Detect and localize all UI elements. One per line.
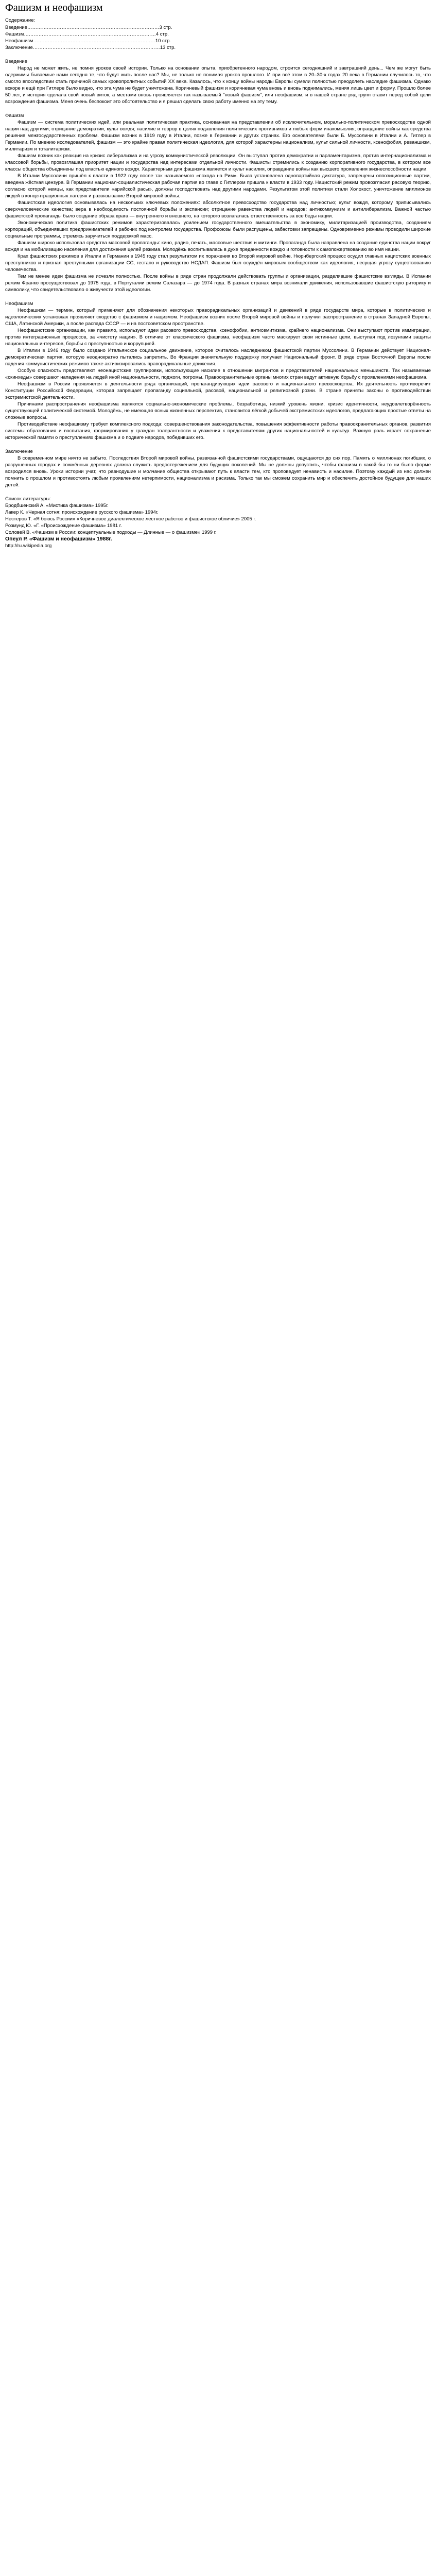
bibliography-item: Соловей В. «Фашизм в России: концептуальные подходы — Длинные — о фашизме» 1999 г. [5, 530, 217, 535]
fascism-paragraph: В Италии Муссолини пришёл к власти в 1922 году после так называемого «похода на Рим». Была установлена однопартийная диктатура, запрещены оппозиционные партии, введена жёсткая цензура. В Германии национал-социалистическая рабочая партия во главе с Гитлером пришла к власти в 1933 году. Нацистский режим провозгласил расовую теорию, согласно которой немцы, как представители «арийской расы», должны господствовать над другими народами. Результатом этой политики стали Холокост, уничтожение миллионов людей в концентрационных лагерях и развязывание Второй мировой войны. [5, 173, 431, 199]
toc-row [5, 44, 431, 51]
toc-page: 3 стр. [159, 25, 172, 30]
toc-dots: ………………………………………………………………… [33, 38, 155, 44]
toc-dots: ……………………………………………………………………… [27, 25, 160, 30]
source-url: http://ru.wikipedia.org [5, 543, 52, 549]
toc-row [5, 38, 431, 44]
conclusion-heading: Заключение [5, 449, 33, 454]
conclusion-paragraph: В современном мире ничто не забыто. Последствия Второй мировой войны, развязанной фашистскими государствами, ощущаются до сих пор. Память о миллионах погибших, о разрушенных городах и сожжённых деревнях должна служить предостережением для будущих поколений. Мы не должны допустить, чтобы фашизм в какой бы то ни было форме возродился вновь. Уроки истории учат, что равнодушие и молчание общества открывают путь к власти тем, кто проповедует ненависть и насилие. Поэтому каждый из нас должен помнить о прошлом и противостоять любым проявлениям нетерпимости, национализма и расизма. Только так мы сможем сохранить мир и обеспечить достойное будущее для наших детей. [5, 455, 431, 488]
fascism-paragraph: Экономическая политика фашистских режимов характеризовалась усилением государственного вмешательства в экономику, милитаризацией производства, созданием корпораций, объединявших предпринимателей и рабочих под контролем государства. Профсоюзы были распущены, забастовки запрещены. Одновременно режимы проводили широкие социальные программы, стремясь заручиться поддержкой масс. [5, 220, 431, 239]
bibliography-item: Опеул Р. «Фашизм и неофашизм» 1988г. [5, 536, 112, 542]
fascism-paragraph: Фашизм возник как реакция на кризис либерализма и на угрозу коммунистической революции. Он выступал против демократии и парламентаризма, против интернационализма и классовой борьбы, провозглашая приоритет нации и государства над интересами отдельной личности. Фашисты стремились к созданию корпоративного государства, в котором все классы общества объединены под властью единого вождя. Характерным для фашизма является и культ насилия, оправдание войны как высшего проявления жизнеспособности нации. [5, 153, 431, 172]
fascism-paragraph: Крах фашистских режимов в Италии и Германии в 1945 году стал результатом их поражения во Второй мировой войне. Нюрнбергский процесс осудил главных нацистских военных преступников и признал преступными организации СС, гестапо и руководство НСДАП. Фашизм был осуждён мировым сообществом как идеология, несущая угрозу существованию человечества. [5, 253, 431, 273]
toc-page: 13 стр. [160, 45, 176, 50]
toc-page: 4 стр. [155, 31, 169, 37]
neofascism-paragraph: В Италии в 1946 году было создано Итальянское социальное движение, которое считалось наследником фашистской партии Муссолини. В Германии действует Национал-демократическая партия, которую неоднократно пытались запретить. Во Франции значительную поддержку получает Национальный фронт. В ряде стран Восточной Европы после падения коммунистических режимов также активизировались праворадикальные движения. [5, 348, 431, 367]
fascism-paragraph: Фашизм — система политических идей, или реальная политическая практика, основанная на представлении об исключительном, морально-политическом превосходстве одной нации над другими; отрицание демократии, культ вождя; насилие и террор в целях подавления политических противников и любых форм инакомыслия; оправдание войны как средства решения межгосударственных проблем. Фашизм возник в 1919 году в Италии, позже в Германии и других странах. Его основателями были Б. Муссолини в Италии и А. Гитлер в Германии. По мнению исследователей, фашизм — это крайне правая политическая идеология, для которой характерны национализм, культ сильной личности, ксенофобия, реваншизм, милитаризм и тоталитаризм. [5, 120, 431, 152]
document-title: Фашизм и неофашизм [5, 2, 103, 13]
bibliography-item: Розмунд Ю. «Г. «Происхождение фашизма» 1981 г. [5, 523, 122, 529]
toc-row [5, 31, 431, 38]
fascism-heading: Фашизм [5, 113, 24, 118]
fascism-paragraph: Фашистская идеология основывалась на нескольких ключевых положениях: абсолютное превосходство государства над личностью; культ вождя, которому приписывались сверхчеловеческие качества; вера в необходимость постоянной борьбы и экспансии; отрицание равенства людей и народов; антикоммунизм и антилиберализм. Важной частью фашистской пропаганды было создание образа врага — внутреннего и внешнего, на которого возлагалась ответственность за все беды нации. [5, 200, 431, 219]
neofascism-paragraph: Неофашистские организации, как правило, используют идеи расового превосходства, ксенофобии, антисемитизма, крайнего национализма. Они выступают против иммиграции, против интеграционных процессов, за «чистоту нации». В отличие от классического фашизма, неофашизм часто маскирует свои истинные цели, выступая под лозунгами защиты национальных интересов, борьбы с преступностью и коррупцией. [5, 328, 431, 347]
toc-heading: Содержание: [5, 18, 36, 23]
toc-dots: ……………………………………………………………………… [24, 31, 156, 37]
neofascism-paragraph: Неофашизм в России проявляется в деятельности ряда организаций, пропагандирующих идеи расового и национального превосходства. Их деятельность противоречит Конституции Российской Федерации, которая запрещает пропаганду социальной, расовой, национальной и религиозной розни. В стране приняты законы о противодействии экстремистской деятельности. [5, 381, 431, 400]
toc-label: Фашизм [5, 31, 24, 37]
bibliography-item: Нестеров Т. «Я боюсь России» «Коричневое диалектическое лестное рабство и фашистское обличие» 2005 г. [5, 516, 256, 522]
toc-page: 10 стр. [155, 38, 171, 44]
neofascism-heading: Неофашизм [5, 301, 33, 307]
neofascism-paragraph: Причинами распространения неофашизма являются социально-экономические проблемы, безработица, низкий уровень жизни, кризис идентичности, неудовлетворённость существующей политической системой. Молодёжь, не имеющая ясных жизненных перспектив, становится лёгкой добычей экстремистских идеологов, предлагающих простые ответы на сложные вопросы. [5, 401, 431, 420]
document-page [0, 2, 436, 549]
toc-label: Введение [5, 25, 28, 30]
neofascism-paragraph: Особую опасность представляют неонацистские группировки, использующие насилие в отношении мигрантов и представителей национальных меньшинств. Так называемые «скинхеды» совершают нападения на людей иной национальности, поджоги, погромы. Правоохранительные органы многих стран ведут активную борьбу с проявлениями неофашизма. [5, 368, 431, 380]
bibliography-item: Лакер К. «Черная сотня: происхождение русского фашизма» 1994г. [5, 510, 159, 515]
intro-heading: Введение [5, 59, 28, 64]
toc-label: Неофашизм [5, 38, 33, 44]
toc-label: Заключение [5, 45, 33, 50]
table-of-contents [5, 24, 431, 51]
toc-row [5, 24, 431, 31]
fascism-paragraph: Тем не менее идеи фашизма не исчезли полностью. После войны в ряде стран продолжали действовать группы и организации, разделявшие фашистские взгляды. В Испании режим Франко просуществовал до 1975 года, в Португалии режим Салазара — до 1974 года. В разных странах мира возникали движения, использовавшие фашистскую риторику и символику, что свидетельствовало о живучести этой идеологии. [5, 274, 431, 293]
intro-paragraph: Народ не может жить, не помня уроков своей истории. Только на основании опыта, приобретенного народом, строится сегодняшний и завтрашний день... Чем же могут быть одержимы бываемые нами сегодня те, что будут жить после нас? Мы, не только не понимая уроков прошлого. И при всё этом в 20–30-х годах 20 века в Германии случилось то, что смогло впоследствии стать причиной самых кровопролитных событий XX века. Казалось, что к концу войны народы Европы сумели полностью преодолеть наследие фашизма. Однако вскоре и ещё при Гитлере было видно, что эта чума не будет уничтожена. Коричневый фашизм и коричневая чума вновь и вновь поднимались, меняя лишь цвет и форму. Прошло более 50 лет, и история сделала свой новый виток, а местами вновь проявляется так называемый "новый фашизм", или неофашизм, и в нашей стране ряд групп ставит перед собой цели возрождения фашизма. Меня очень беспокоит это обстоятельство и я решил сделать свою работу именно на эту тему. [5, 65, 431, 105]
neofascism-paragraph: Противодействие неофашизму требует комплексного подхода: совершенствования законодательства, повышения эффективности работы правоохранительных органов, развития системы образования и воспитания, формирования у граждан толерантности и уважения к представителям других национальностей и культур. Важную роль играет сохранение исторической памяти о преступлениях фашизма и о подвиге народов, победивших его. [5, 421, 431, 440]
bibliography-item: Бродбшенский А. «Мистика фашизма» 1995г. [5, 503, 109, 509]
toc-dots: …………………………………………………………………… [32, 45, 160, 50]
fascism-paragraph: Фашизм широко использовал средства массовой пропаганды: кино, радио, печать, массовые шествия и митинги. Пропаганда была направлена на создание единства нации вокруг вождя и на мобилизацию населения для достижения целей режима. Молодёжь воспитывалась в духе преданности вождю и готовности к самопожертвованию во имя нации. [5, 240, 431, 252]
bibliography-heading: Список литературы: [5, 496, 51, 502]
neofascism-paragraph: Неофашизм — термин, который применяют для обозначения некоторых праворадикальных организаций и движений в ряде государств мира, которые в политических и идеологических установках проявляют сходство с фашизмом и нацизмом. Неофашизм возник после Второй мировой войны и получил распространение в странах Западной Европы, США, Латинской Америки, а после распада СССР — и на постсоветском пространстве. [5, 308, 431, 327]
